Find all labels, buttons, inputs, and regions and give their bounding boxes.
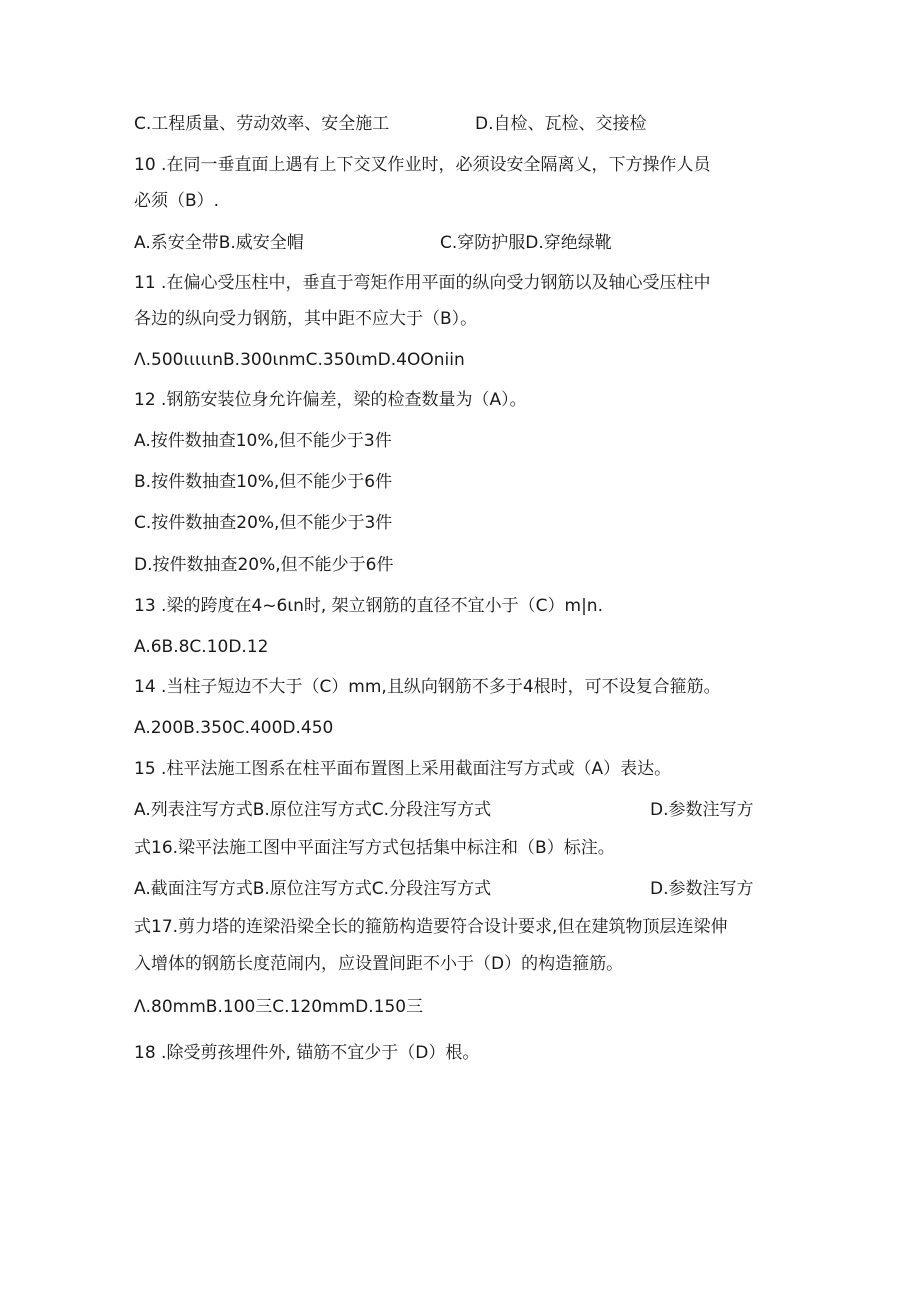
options-10-ab: A.系安全带B.威安全帽: [134, 233, 304, 253]
question-14: 14 .当柱子短边不大于（C）mm,且纵向钢筋不多于4根时，可不设复合箍筋。: [134, 677, 721, 697]
option-12-d: D.按件数抽查20%,但不能少于6件: [134, 555, 394, 575]
question-16: 式16.梁平法施工图中平面注写方式包括集中标注和（B）标注。: [134, 838, 615, 858]
options-14: A.200B.350C.400D.450: [134, 718, 334, 738]
options-11: Λ.500ιιιιιnB.300ιnmC.350ιmD.4OOniin: [134, 350, 465, 370]
option-line-c9: C.工程质量、劳动效率、安全施工: [134, 114, 390, 134]
question-10-cont: 必须（B）.: [134, 191, 220, 211]
question-10: 10 .在同一垂直面上遇有上下交叉作业时，必须设安全隔离乂，下方操作人员: [134, 155, 711, 175]
options-15-d: D.参数注写方: [650, 800, 754, 820]
question-17-cont: 入增体的钢筋长度范闹内，应设置间距不小于（D）的构造箍筋。: [134, 954, 624, 974]
options-16-d: D.参数注写方: [650, 879, 754, 899]
options-10-cd: C.穿防护服D.穿绝绿靴: [440, 233, 612, 253]
options-17: Λ.80mmB.100三C.120mmD.150三: [134, 997, 424, 1017]
question-13: 13 .梁的跨度在4~6ιn时, 架立钢筋的直径不宜小于（C）m|n.: [134, 596, 603, 616]
question-11-cont: 各边的纵向受力钢筋，其中距不应大于（B）。: [134, 309, 478, 329]
question-17: 式17.剪力塔的连梁沿梁全长的箍筋构造要符合设计要求,但在建筑物顶层连梁伸: [134, 917, 728, 937]
option-12-a: A.按件数抽查10%,但不能少于3件: [134, 431, 392, 451]
question-18: 18 .除受剪孩埋件外, 锚筋不宜少于（D）根。: [134, 1043, 480, 1063]
question-15: 15 .柱平法施工图系在柱平面布置图上采用截面注写方式或（A）表达。: [134, 759, 672, 779]
options-16-abc: A.截面注写方式B.原位注写方式C.分段注写方式: [134, 879, 492, 899]
option-12-b: B.按件数抽查10%,但不能少于6件: [134, 472, 393, 492]
option-12-c: C.按件数抽查20%,但不能少于3件: [134, 513, 393, 533]
question-11: 11 .在偏心受压柱中，垂直于弯矩作用平面的纵向受力钢筋以及轴心受压柱中: [134, 273, 711, 293]
question-12: 12 .钢筋安装位身允许偏差，梁的检查数量为（A）。: [134, 390, 527, 410]
option-line-d9: D.自检、瓦检、交接检: [475, 114, 647, 134]
options-13: A.6B.8C.10D.12: [134, 637, 269, 657]
options-15-abc: A.列表注写方式B.原位注写方式C.分段注写方式: [134, 800, 492, 820]
